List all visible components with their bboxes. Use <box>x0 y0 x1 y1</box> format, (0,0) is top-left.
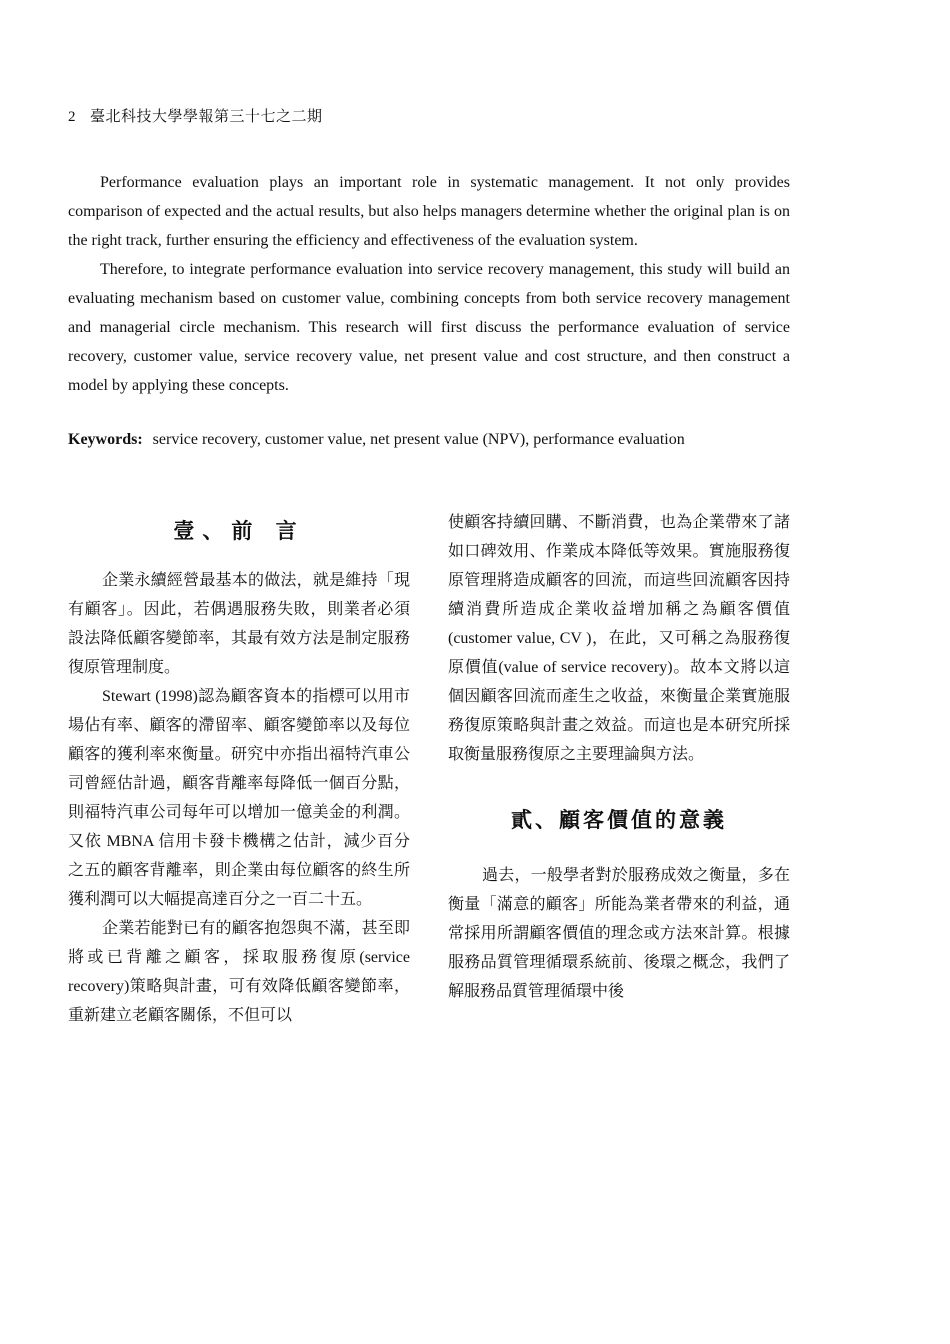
left-column <box>68 508 410 1030</box>
keywords-text: service recovery, customer value, net present value (NPV), performance evaluation <box>152 431 685 448</box>
section-heading-customer-value: 貳、顧客價值的意義 <box>511 808 727 832</box>
journal-title: 臺北科技大學學報第三十七之二期 <box>90 109 323 125</box>
abstract-paragraph: Therefore, to integrate performance evaluation into service recovery management, this study will build an evaluating mechanism based on customer value, combining concepts from both service recovery management and managerial circle mechanism. This research will first discuss the performance evaluation of service recovery, customer value, service recovery value, net present value and cost structure, and then construct a model by applying these concepts. <box>68 261 790 394</box>
english-abstract <box>68 168 790 400</box>
body-paragraph-continued: 使顧客持續回購、不斷消費，也為企業帶來了諸如口碑效用、作業成本降低等效果。實施服務復原管理將造成顧客的回流，而這些回流顧客因持續消費所造成企業收益增加稱之為顧客價值(customer value, CV )，在此，又可稱之為服務復原價值(value of service recovery)。故本文將以這個因顧客回流而產生之收益，來衡量企業實施服務復原策略與計畫之效益。而這也是本研究所採取衡量服務復原之主要理論與方法。 <box>448 514 790 763</box>
keywords-label: Keywords: <box>68 431 143 448</box>
right-column <box>448 508 790 1006</box>
body-paragraph: Stewart (1998)認為顧客資本的指標可以用市場佔有率、顧客的滯留率、顧客變節率以及每位顧客的獲利率來衡量。研究中亦指出福特汽車公司曾經估計過，顧客背離率每降低一個百分點，則福特汽車公司每年可以增加一億美金的利潤。又依 MBNA 信用卡發卡機構之估計，減少百分之五的顧客背離率，則企業由每位顧客的終生所獲利潤可以大幅提高達百分之一百二十五。 <box>68 688 410 908</box>
body-paragraph: 過去，一般學者對於服務成效之衡量，多在衡量「滿意的顧客」所能為業者帶來的利益，通常採用所謂顧客價值的理念或方法來計算。根據服務品質管理循環系統前、後環之概念，我們了解服務品質管理循環中後 <box>448 867 790 1000</box>
page-number: 2 <box>68 109 76 125</box>
body-paragraph: 企業若能對已有的顧客抱怨與不滿，甚至即將或已背離之顧客，採取服務復原(service recovery)策略與計畫，可有效降低顧客變節率，重新建立老顧客關係，不但可以 <box>68 920 410 1024</box>
keywords-line <box>68 426 790 454</box>
running-header <box>68 105 323 126</box>
body-paragraph: 企業永續經營最基本的做法，就是維持「現有顧客」。因此，若偶遇服務失敗，則業者必須設法降低顧客變節率，其最有效方法是制定服務復原管理制度。 <box>68 572 410 676</box>
abstract-paragraph: Performance evaluation plays an important role in systematic management. It not only provides comparison of expected and the actual results, but also helps managers determine whether the original plan is on the right track, further ensuring the efficiency and effectiveness of the evaluation system. <box>68 174 790 249</box>
section-heading-introduction: 壹、前 言 <box>173 519 305 543</box>
